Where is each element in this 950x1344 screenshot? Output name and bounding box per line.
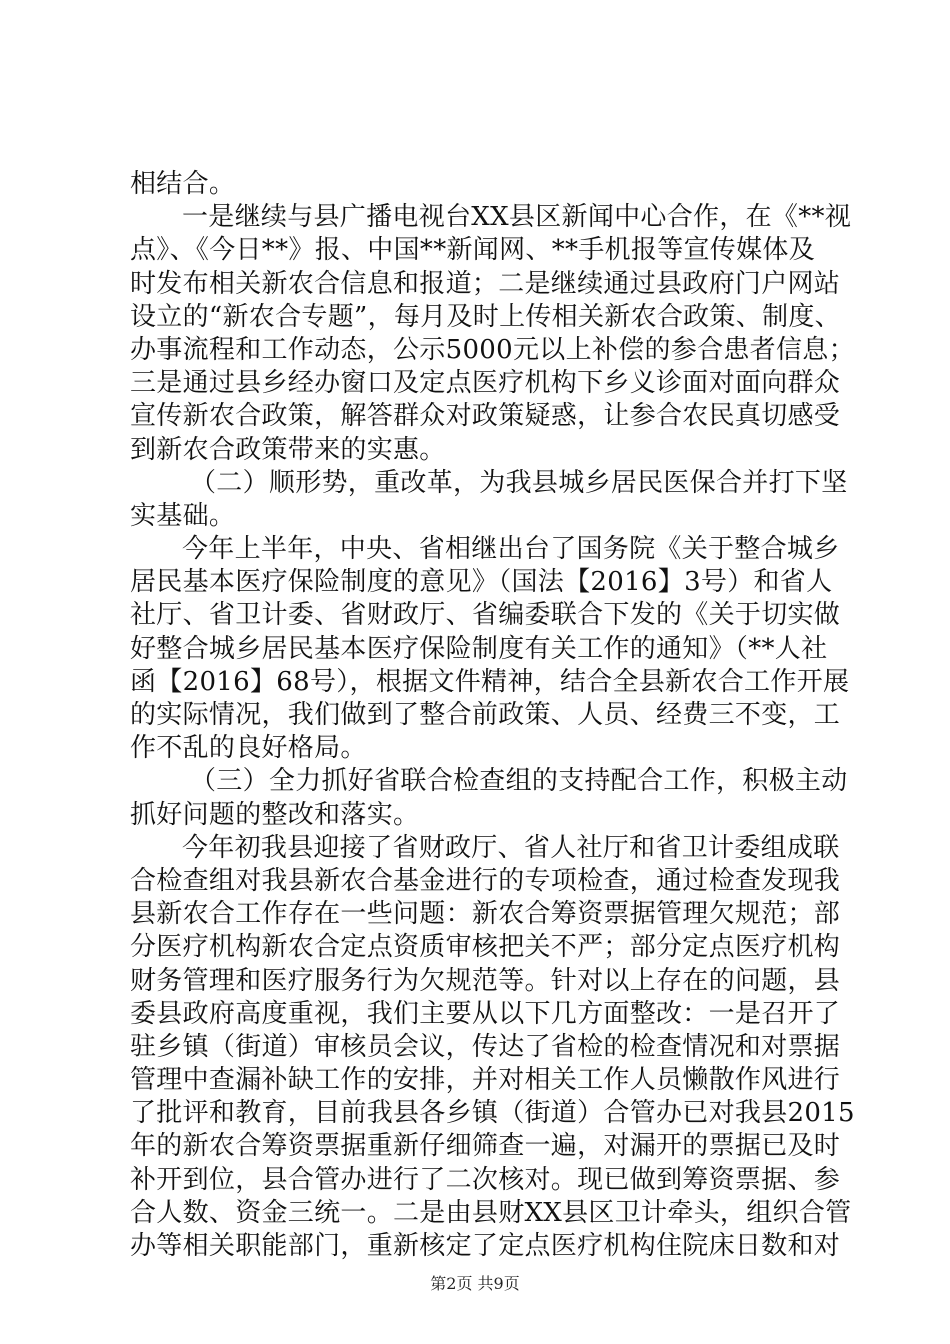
text-line: 合检查组对我县新农合基金进行的专项检查，通过检查发现我 [130,865,841,896]
text-line: 社厅、省卫计委、省财政厅、省编委联合下发的《关于切实做 [130,600,841,631]
text-line: 点》、《今日**》报、中国**新闻网、**手机报等宣传媒体及 [130,235,816,266]
text-line: 的实际情况，我们做到了整合前政策、人员、经费三不变，工 [130,700,841,730]
text-line: 委县政府高度重视，我们主要从以下几方面整改：一是召开了 [130,998,841,1029]
text-line: 抓好问题的整改和落实。 [130,799,420,830]
text-line: 了批评和教育，目前我县各乡镇（街道）合管办已对我县2015 [130,1098,855,1129]
text-line: 居民基本医疗保险制度的意见》（国法【2016】3号）和省人 [130,567,833,598]
text-line: 作不乱的良好格局。 [130,733,367,764]
text-line: 今年初我县迎接了省财政厅、省人社厅和省卫计委组成联 [182,832,840,863]
text-line: 分医疗机构新农合定点资质审核把关不严；部分定点医疗机构 [130,932,841,963]
text-line: 办等相关职能部门，重新核定了定点医疗机构住院床日数和对 [130,1231,841,1261]
text-line: 宣传新农合政策，解答群众对政策疑惑，让参合农民真切感受 [130,401,841,432]
text-line: 今年上半年，中央、省相继出台了国务院《关于整合城乡 [182,534,840,565]
text-line: 好整合城乡居民基本医疗保险制度有关工作的通知》（**人社 [130,633,828,664]
text-line: 合人数、资金三统一。二是由县财XX县区卫计牵头，组织合管 [130,1197,852,1228]
text-line: 到新农合政策带来的实惠。 [130,434,446,465]
text-line: 补开到位，县合管办进行了二次核对。现已做到筹资票据、参 [130,1164,841,1195]
text-line: 财务管理和医疗服务行为欠规范等。针对以上存在的问题，县 [130,965,841,996]
text-line: 一是继续与县广播电视台XX县区新闻中心合作，在《**视 [182,202,852,233]
text-line: 三是通过县乡经办窗口及定点医疗机构下乡义诊面对面向群众 [130,368,841,399]
text-line: 县新农合工作存在一些问题：新农合筹资票据管理欠规范；部 [130,899,841,930]
text-line: 管理中查漏补缺工作的安排，并对相关工作人员懒散作风进行 [130,1065,841,1096]
section-heading: （三）全力抓好省联合检查组的支持配合工作，积极主动 [190,766,848,797]
text-line: 年的新农合筹资票据重新仔细筛查一遍，对漏开的票据已及时 [130,1131,841,1162]
text-line: 办事流程和工作动态，公示5000元以上补偿的参合患者信息； [130,334,855,365]
text-line: 实基础。 [130,500,236,531]
section-heading: （二）顺形势，重改革，为我县城乡居民医保合并打下坚 [190,467,848,498]
page-footer: 第2页 共9页 [430,1274,520,1293]
text-line: 设立的“新农合专题”，每月及时上传相关新农合政策、制度、 [130,301,841,332]
text-line: 时发布相关新农合信息和报道；二是继续通过县政府门户网站 [130,268,841,299]
text-line: 相结合。 [130,169,236,199]
body-text [130,168,855,1263]
text-line: 驻乡镇（街道）审核员会议，传达了省检的检查情况和对票据 [130,1031,841,1062]
text-line: 函【2016】68号），根据文件精神，结合全县新农合工作开展 [130,666,850,697]
